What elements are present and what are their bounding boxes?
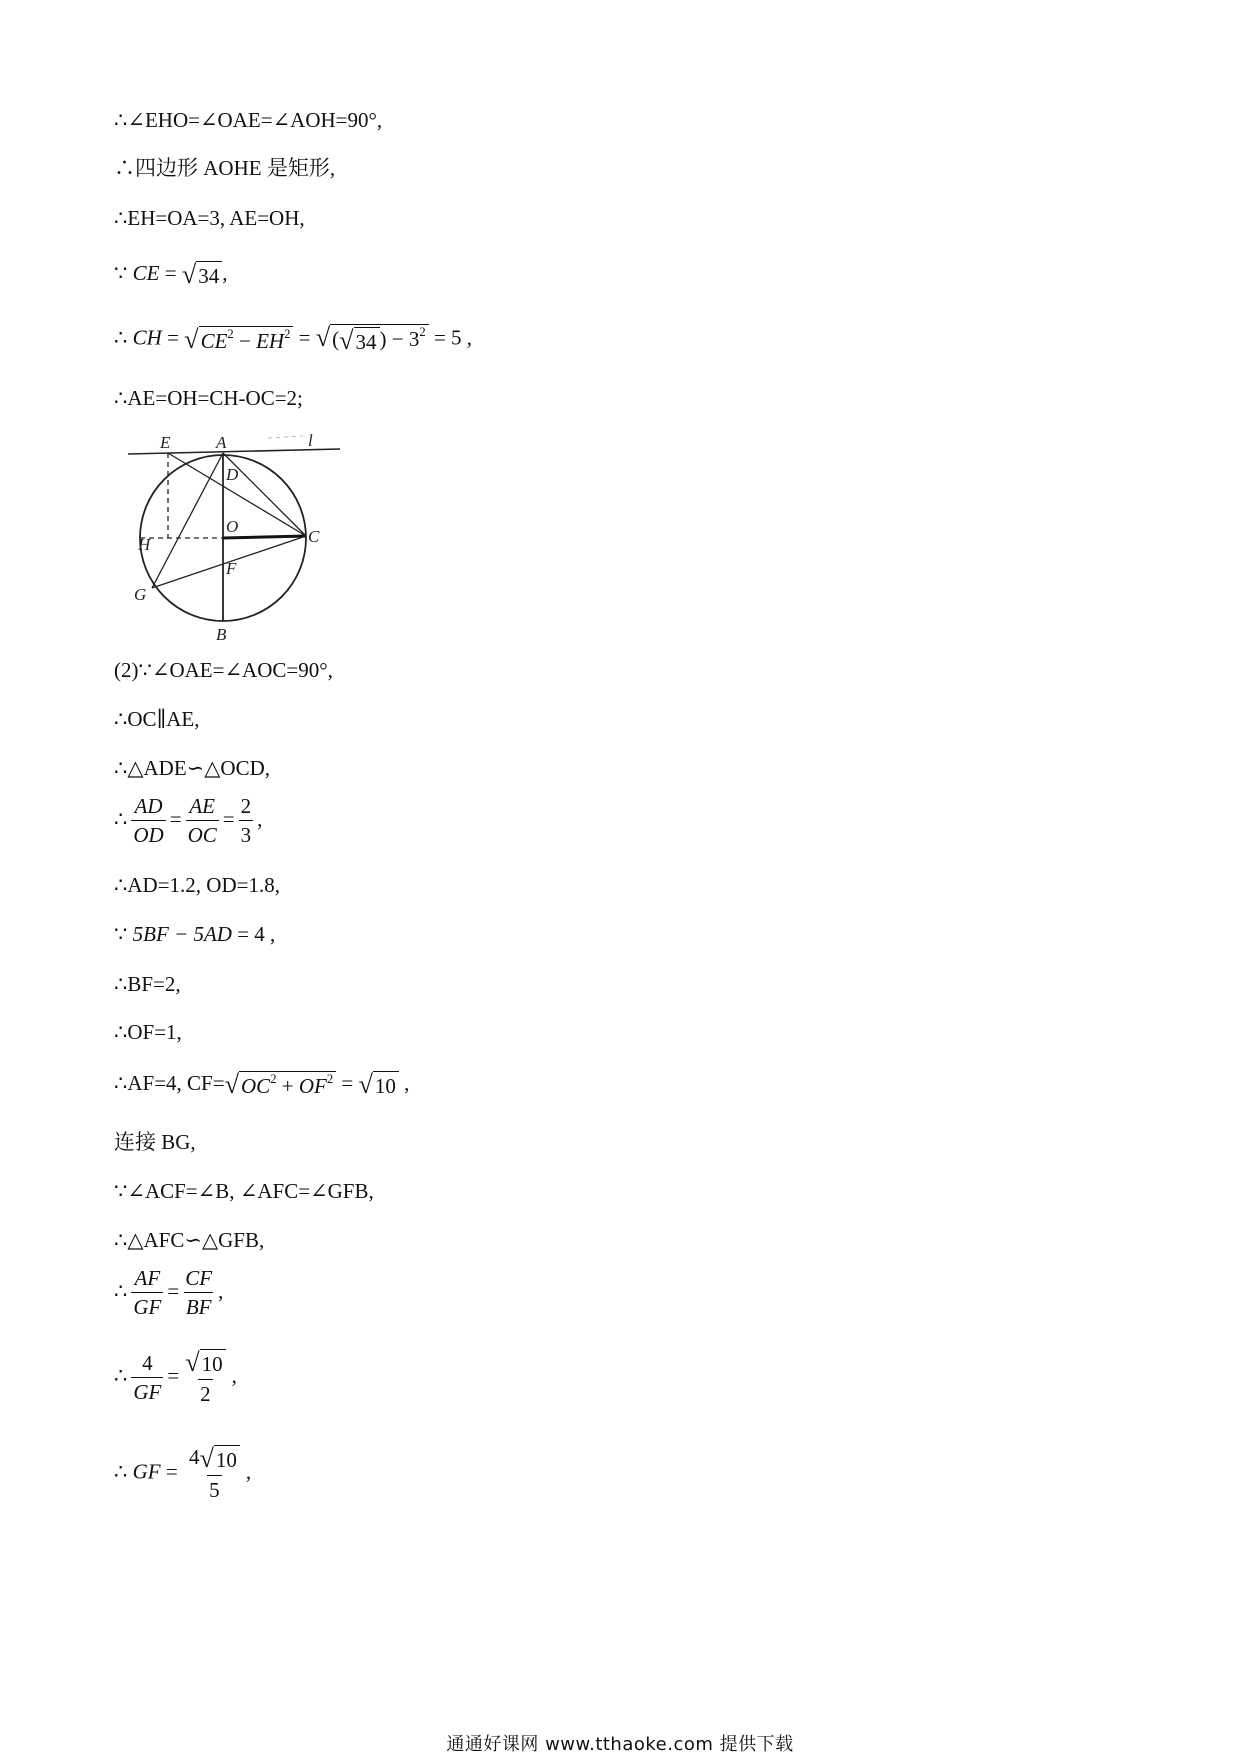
denominator: 3 [239, 820, 254, 846]
label-f: F [226, 559, 237, 578]
text: ∴AD=1.2, OD=1.8, [114, 873, 280, 897]
denominator: GF [131, 1377, 163, 1403]
expression: 5BF − 5AD [132, 922, 232, 946]
ch-symbol: CH [132, 325, 162, 350]
prefix: ∴ [114, 806, 128, 831]
radicand: 10 [373, 1071, 399, 1098]
oc-term: OC [241, 1074, 271, 1098]
paren-close: ) − 3 [379, 327, 420, 351]
equals: = [336, 1070, 359, 1095]
comma: , [245, 1459, 252, 1484]
text: ∵∠ACF=∠B, ∠AFC=∠GFB, [114, 1179, 374, 1203]
label-e: E [160, 433, 171, 452]
equals: = [167, 1363, 180, 1388]
prefix: ∴ [114, 1363, 128, 1388]
comma: , [222, 260, 228, 285]
radicand: 10 [200, 1349, 226, 1376]
label-h: H [138, 535, 151, 554]
numerator: 2 [240, 794, 252, 818]
exponent: 2 [419, 324, 426, 339]
fraction-cf-bf [183, 1268, 214, 1318]
sqrt-34 [182, 262, 222, 288]
plus: + [276, 1074, 299, 1098]
comma: , [257, 806, 263, 831]
line-10 [114, 796, 262, 846]
line-21 [114, 1446, 251, 1501]
label-c: C [308, 527, 320, 546]
radical-sign: √ [185, 1348, 200, 1377]
exponent: 2 [227, 326, 234, 341]
text: ∴OF=1, [114, 1020, 182, 1044]
line-16 [114, 1132, 196, 1153]
prefix: ∴ [114, 1459, 128, 1484]
exponent: 2 [270, 1071, 277, 1086]
text: ∴EH=OA=3, AE=OH, [114, 206, 305, 230]
comma: , [231, 1363, 237, 1388]
fraction-4-gf [131, 1350, 163, 1404]
line-15 [114, 1072, 409, 1098]
line-9 [114, 758, 270, 779]
prefix: ∴ [114, 325, 128, 350]
sqrt-ce2-eh2 [184, 324, 293, 354]
line-1 [114, 110, 382, 131]
inner-sqrt [339, 328, 379, 354]
text: ∴OC∥AE, [114, 707, 200, 731]
sqrt-10 [358, 1072, 398, 1098]
radicand: 10 [214, 1445, 240, 1472]
result: = 4 , [231, 922, 276, 946]
line-8 [114, 709, 199, 730]
line-12 [114, 924, 275, 945]
sqrt-10 [185, 1350, 225, 1376]
fraction-ad-od [131, 796, 165, 846]
label-d: D [226, 465, 239, 484]
line-3 [114, 208, 305, 229]
paren-open: ( [332, 327, 340, 351]
text: ∴AE=OH=CH-OC=2; [114, 386, 303, 410]
denominator: OD [131, 820, 165, 846]
numerator [187, 1446, 242, 1475]
line-14 [114, 1022, 182, 1043]
numerator: AF [134, 1266, 161, 1290]
equals: = [169, 806, 182, 831]
line-20 [114, 1350, 237, 1405]
coefficient: 4 [188, 1444, 200, 1469]
text: ∴BF=2, [114, 972, 181, 996]
footer-watermark: 通通好课网 www.tthaoke.com 提供下载 [446, 1734, 794, 1755]
exponent: 2 [284, 326, 291, 341]
fraction-4sqrt10-5 [187, 1446, 242, 1501]
denominator: OC [186, 820, 219, 846]
radical-sign: √ [315, 323, 331, 352]
minus: − [233, 328, 257, 353]
eh-term: EH [256, 328, 285, 353]
text: 连接 BG, [114, 1130, 196, 1154]
inner-radicand: 34 [354, 327, 380, 354]
radicand [199, 326, 294, 353]
label-b: B [216, 625, 227, 644]
sqrt-10 [199, 1446, 239, 1472]
exponent: 2 [326, 1071, 334, 1086]
label-o: O [226, 517, 239, 536]
label-l: l [308, 431, 313, 450]
equals: = [167, 1278, 180, 1303]
denominator: BF [184, 1292, 214, 1318]
text: ∴四边形 AOHE 是矩形, [114, 156, 336, 180]
line-7 [114, 660, 333, 681]
radical-sign: √ [224, 1070, 239, 1099]
fraction-af-gf [131, 1268, 163, 1318]
of-term: OF [298, 1074, 327, 1098]
numerator: AE [189, 794, 215, 818]
sqrt-numeric [316, 325, 429, 354]
prefix: ∴AF=4, CF= [114, 1070, 225, 1095]
numerator: AD [134, 794, 163, 818]
result: = 5 , [428, 325, 473, 350]
prefix: ∵ [114, 260, 128, 285]
fraction-sqrt10-2 [183, 1350, 227, 1405]
radical-sign: √ [199, 1444, 214, 1473]
radical-sign: √ [184, 324, 199, 354]
numerator [183, 1350, 227, 1379]
radical-sign: √ [339, 326, 354, 356]
line-11 [114, 875, 280, 896]
denominator: 5 [207, 1475, 222, 1501]
text: (2)∵∠OAE=∠AOC=90°, [114, 658, 333, 682]
denominator: 2 [198, 1379, 213, 1405]
gf-symbol: GF [132, 1459, 161, 1484]
ce-term: CE [200, 328, 228, 353]
line-5 [114, 325, 472, 354]
numerator: CF [185, 1266, 213, 1290]
text: ∴∠EHO=∠OAE=∠AOH=90°, [114, 108, 383, 132]
equals: = [160, 1459, 183, 1484]
faint-dash [268, 436, 303, 438]
equals: = [293, 325, 316, 350]
line-4 [114, 262, 227, 288]
line-18 [114, 1230, 264, 1251]
radicand [330, 324, 429, 356]
line-19 [114, 1268, 223, 1318]
label-a: A [216, 433, 227, 452]
prefix: ∵ [114, 922, 128, 946]
equals: = [161, 325, 185, 350]
text: ∴△ADE∽△OCD, [114, 756, 271, 780]
comma: , [218, 1278, 224, 1303]
numerator: 4 [142, 1350, 153, 1375]
fraction-2-3 [239, 796, 254, 846]
line-6 [114, 388, 303, 409]
line-13 [114, 974, 181, 995]
radical-sign: √ [181, 260, 197, 289]
text: ∴△AFC∽△GFB, [114, 1228, 265, 1252]
denominator: GF [131, 1292, 163, 1318]
comma: , [398, 1070, 410, 1095]
prefix: ∴ [114, 1278, 128, 1303]
geometry-figure [108, 428, 348, 648]
radicand [239, 1071, 336, 1098]
radical-sign: √ [358, 1070, 373, 1099]
label-g: G [134, 585, 147, 604]
segment-oc [223, 536, 306, 538]
ce-symbol: CE [132, 260, 160, 285]
line-17 [114, 1181, 374, 1202]
equals: = [159, 260, 182, 285]
line-2 [114, 158, 335, 179]
equals: = [222, 806, 235, 831]
radicand: 34 [196, 261, 222, 288]
sqrt-oc2-of2 [225, 1072, 337, 1098]
fraction-ae-oc [186, 796, 219, 846]
